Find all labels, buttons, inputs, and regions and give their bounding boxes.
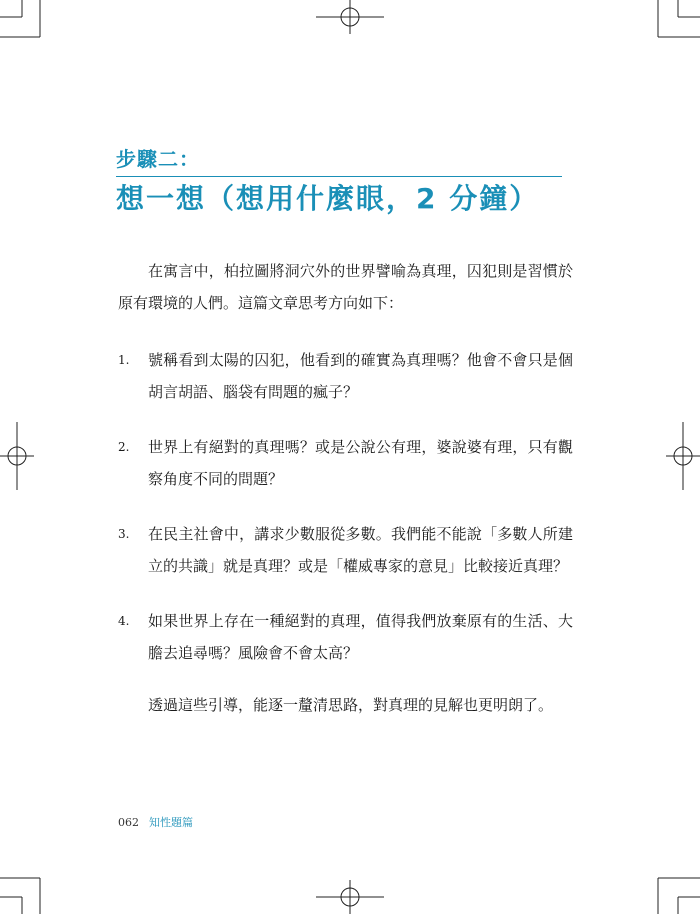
question-item — [118, 605, 573, 669]
intro-paragraph: 在寓言中，柏拉圖將洞穴外的世界譬喻為真理，囚犯則是習慣於原有環境的人們。這篇文章思考方向如下： — [118, 262, 573, 312]
crop-mark-bottom-right — [658, 878, 700, 914]
crop-mark-bottom-left — [0, 878, 40, 914]
crop-mark-top-left — [0, 0, 40, 37]
question-number: 3. — [118, 527, 130, 541]
section-heading — [116, 146, 562, 219]
registration-mark-top — [316, 0, 384, 34]
question-number: 1. — [118, 353, 130, 367]
question-text: 在民主社會中，講求少數服從多數。我們能不能說「多數人所建立的共識」就是真理？或是「權威專家的意見」比較接近真理？ — [148, 525, 573, 575]
conclusion-paragraph: 透過這些引導，能逐一釐清思路，對真理的見解也更明朗了。 — [148, 696, 554, 714]
question-number: 4. — [118, 614, 130, 628]
heading-rule — [116, 176, 562, 177]
question-list — [118, 344, 573, 669]
question-item — [118, 344, 573, 408]
question-text: 號稱看到太陽的囚犯，他看到的確實為真理嗎？他會不會只是個胡言胡語、腦袋有問題的瘋子？ — [148, 351, 573, 401]
registration-mark-left — [0, 422, 34, 490]
question-item — [118, 431, 573, 495]
page-footer — [118, 815, 193, 831]
question-number: 2. — [118, 440, 130, 454]
step-label: 步驟二： — [116, 147, 200, 171]
page-number: 062 — [118, 816, 139, 829]
step-title: 想一想（想用什麼眼，2 分鐘） — [116, 182, 540, 215]
registration-mark-bottom — [316, 880, 384, 914]
body-text — [118, 255, 573, 721]
crop-mark-top-right — [658, 0, 700, 37]
registration-mark-right — [666, 422, 700, 490]
running-title: 知性題篇 — [149, 816, 193, 829]
question-text: 世界上有絕對的真理嗎？或是公說公有理，婆說婆有理，只有觀察角度不同的問題？ — [148, 438, 573, 488]
question-text: 如果世界上存在一種絕對的真理，值得我們放棄原有的生活、大膽去追尋嗎？風險會不會太高？ — [148, 612, 573, 662]
question-item — [118, 518, 573, 582]
